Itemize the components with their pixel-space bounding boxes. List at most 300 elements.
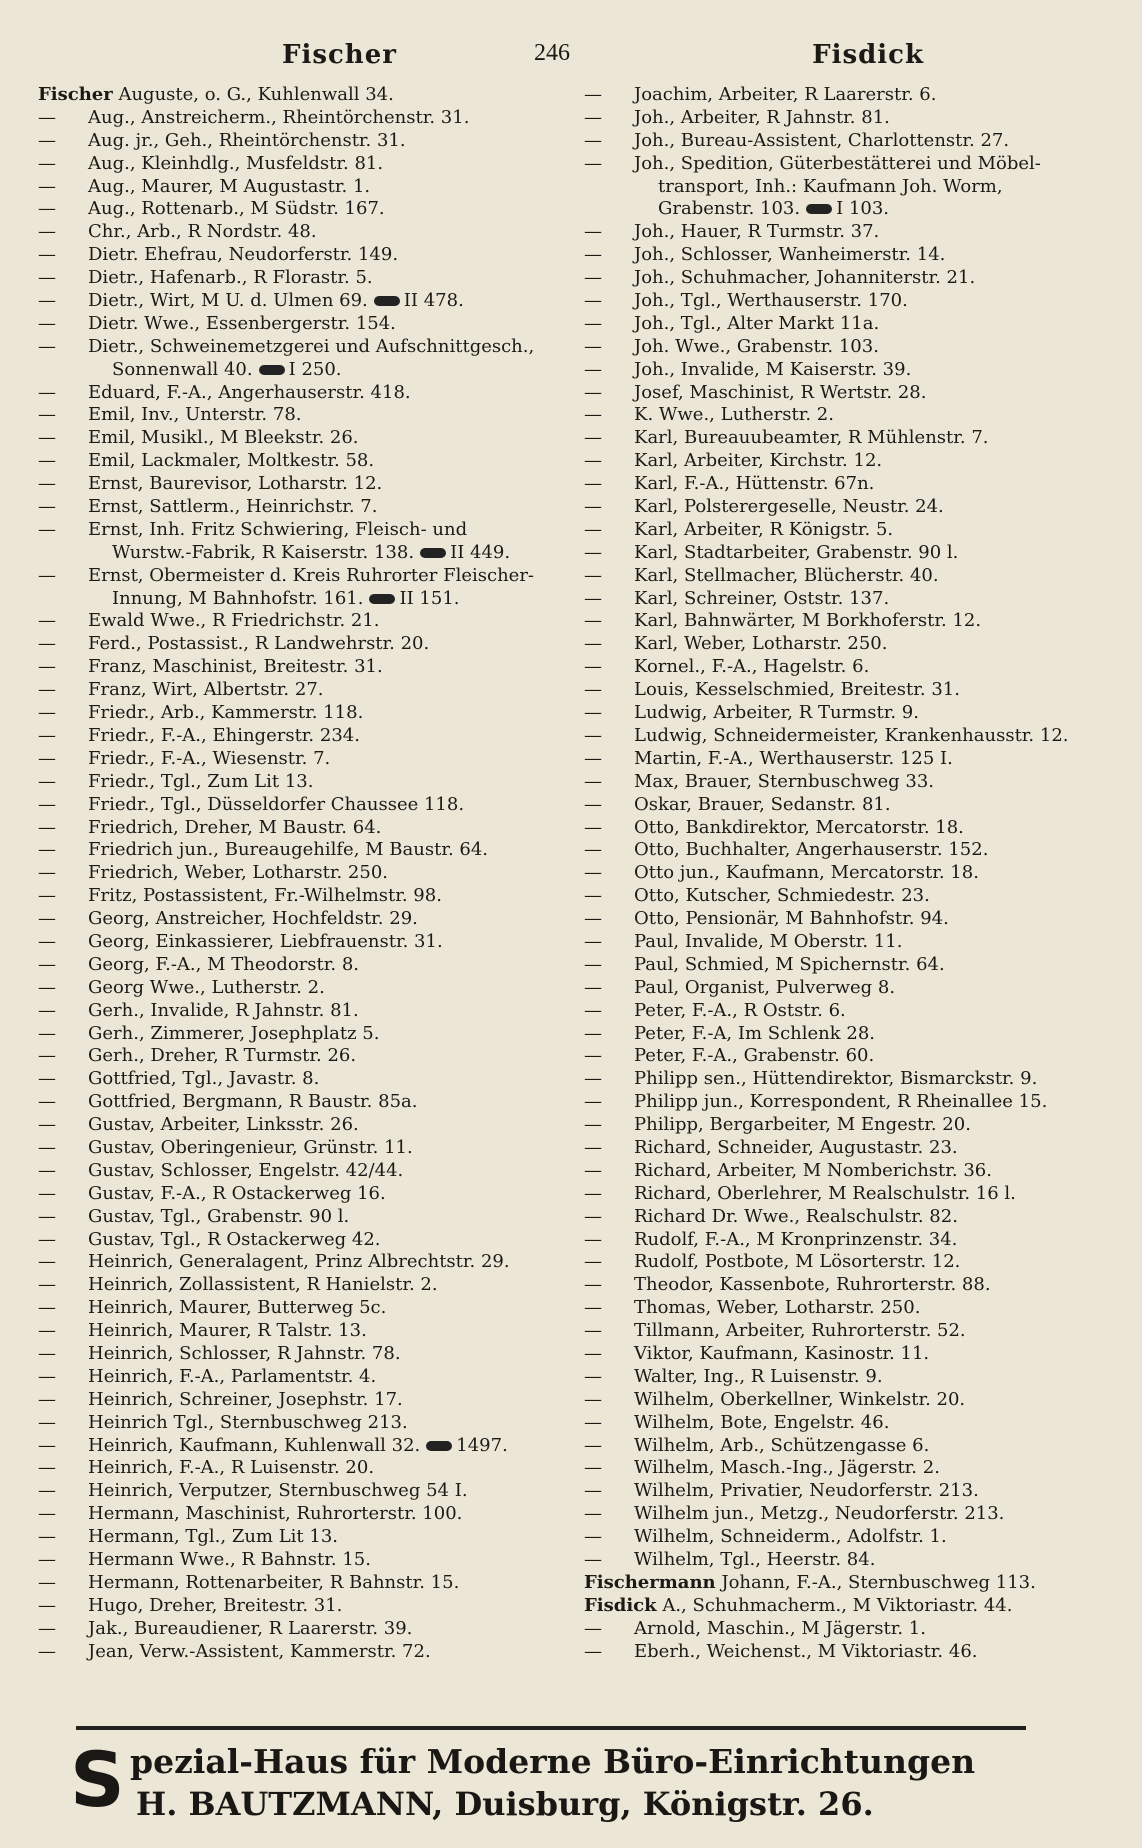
directory-entry: [38, 1045, 558, 1068]
entry-text: Georg Wwe., Lutherstr. 2.: [88, 976, 325, 998]
ditto-dash: —: [38, 1388, 56, 1410]
entry-text: Georg, Anstreicher, Hochfeldstr. 29.: [88, 908, 418, 930]
ditto-dash: —: [38, 1320, 56, 1342]
entry-text: Sonnenwall 40.: [112, 358, 253, 380]
entry-text: Louis, Kesselschmied, Breitestr. 31.: [634, 679, 960, 701]
ditto-dash: —: [584, 885, 602, 907]
entry-text: Dietr. Ehefrau, Neudorferstr. 149.: [88, 244, 399, 266]
entry-text: Karl, Stellmacher, Blücherstr. 40.: [634, 564, 939, 586]
entry-text: Karl, Stadtarbeiter, Grabenstr. 90 l.: [634, 541, 959, 563]
ditto-dash: —: [38, 908, 56, 930]
directory-entry: [584, 1160, 1104, 1183]
entry-text: Heinrich, Schreiner, Josephstr. 17.: [88, 1388, 403, 1410]
entry-text: Karl, Schreiner, Oststr. 137.: [634, 587, 890, 609]
ditto-dash: —: [38, 679, 56, 701]
entry-text: Aug., Rottenarb., M Südstr. 167.: [88, 198, 385, 220]
ditto-dash: —: [584, 129, 602, 151]
ditto-dash: —: [584, 1182, 602, 1204]
separator-rule: [76, 1726, 1026, 1730]
ditto-dash: —: [38, 1434, 56, 1456]
ditto-dash: —: [584, 679, 602, 701]
header-left-keyword: Fischer: [282, 40, 397, 70]
directory-entry: [38, 198, 558, 221]
entry-text: Gustav, Arbeiter, Linksstr. 26.: [88, 1114, 359, 1136]
directory-entry: [584, 610, 1104, 633]
directory-entry: [584, 1618, 1104, 1641]
ditto-dash: —: [584, 1045, 602, 1067]
directory-entry: [38, 1572, 558, 1595]
directory-entry: [584, 1251, 1104, 1274]
directory-entry: [584, 1412, 1104, 1435]
directory-entry: [38, 1206, 558, 1229]
entry-text: Karl, Bureauubeamter, R Mühlenstr. 7.: [634, 427, 989, 449]
entry-text: Heinrich, Maurer, R Talstr. 13.: [88, 1320, 367, 1342]
entry-text: Gustav, F.-A., R Ostackerweg 16.: [88, 1182, 386, 1204]
entry-text: Franz, Wirt, Albertstr. 27.: [88, 679, 324, 701]
directory-entry: [38, 1641, 558, 1664]
ditto-dash: —: [38, 518, 56, 540]
entry-text: Karl, Bahnwärter, M Borkhoferstr. 12.: [634, 610, 982, 632]
ditto-dash: —: [584, 404, 602, 426]
ditto-dash: —: [584, 1457, 602, 1479]
entry-text: Philipp, Bergarbeiter, M Engestr. 20.: [634, 1114, 971, 1136]
entry-text: Karl, Arbeiter, R Königstr. 5.: [634, 518, 894, 540]
phone-number: II 151.: [399, 587, 460, 609]
entry-text: Arnold, Maschin., M Jägerstr. 1.: [634, 1617, 926, 1639]
directory-entry: [38, 610, 558, 633]
entry-text: Hermann, Maschinist, Ruhrorterstr. 100.: [88, 1503, 463, 1525]
entry-text: Rudolf, F.-A., M Kronprinzenstr. 34.: [634, 1228, 958, 1250]
directory-entry: [38, 1251, 558, 1274]
directory-entry: [584, 794, 1104, 817]
directory-entry: [38, 588, 558, 611]
entry-text: Grabenstr. 103.: [658, 198, 801, 220]
ditto-dash: —: [38, 1640, 56, 1662]
ditto-dash: —: [584, 999, 602, 1021]
page-header: [38, 40, 1104, 80]
ditto-dash: —: [584, 1022, 602, 1044]
entry-text: Heinrich Tgl., Sternbuschweg 213.: [88, 1411, 408, 1433]
entry-text: Wilhelm, Arb., Schützengasse 6.: [634, 1434, 930, 1456]
directory-entry: [584, 771, 1104, 794]
directory-entry: [38, 1618, 558, 1641]
directory-entry: [38, 176, 558, 199]
ditto-dash: —: [38, 129, 56, 151]
directory-entry: [38, 1549, 558, 1572]
ditto-dash: —: [38, 1571, 56, 1593]
entry-text: Emil, Inv., Unterstr. 78.: [88, 404, 302, 426]
directory-entry: [584, 1068, 1104, 1091]
ditto-dash: —: [584, 1503, 602, 1525]
entry-text: Ernst, Inh. Fritz Schwiering, Fleisch- und: [88, 518, 468, 540]
phone-number: II 478.: [403, 290, 464, 312]
entry-text: Richard Dr. Wwe., Realschulstr. 82.: [634, 1205, 958, 1227]
directory-entry: [584, 702, 1104, 725]
ditto-dash: —: [38, 724, 56, 746]
telephone-icon: [369, 594, 395, 604]
directory-entry: [584, 153, 1104, 176]
ditto-dash: —: [38, 862, 56, 884]
directory-entry: [584, 1114, 1104, 1137]
ditto-dash: —: [38, 839, 56, 861]
ditto-dash: —: [38, 976, 56, 998]
directory-entry: [38, 1137, 558, 1160]
entry-text: Gerh., Invalide, R Jahnstr. 81.: [88, 999, 359, 1021]
entry-text: Aug., Kleinhdlg., Musfeldstr. 81.: [88, 152, 384, 174]
entry-text: Wilhelm, Masch.-Ing., Jägerstr. 2.: [634, 1457, 940, 1479]
directory-entry: [584, 862, 1104, 885]
entry-text: Franz, Maschinist, Breitestr. 31.: [88, 656, 383, 678]
ditto-dash: —: [38, 1503, 56, 1525]
entry-text: Joh., Hauer, R Turmstr. 37.: [634, 221, 880, 243]
ditto-dash: —: [584, 358, 602, 380]
ditto-dash: —: [38, 747, 56, 769]
directory-columns: [38, 84, 1104, 1714]
directory-entry: [38, 794, 558, 817]
directory-entry: [38, 1503, 558, 1526]
entry-text: Wilhelm, Privatier, Neudorferstr. 213.: [634, 1480, 979, 1502]
ditto-dash: —: [38, 1342, 56, 1364]
directory-entry: [38, 748, 558, 771]
ditto-dash: —: [584, 793, 602, 815]
directory-entry: [584, 130, 1104, 153]
ditto-dash: —: [38, 473, 56, 495]
directory-entry: [38, 1000, 558, 1023]
ditto-dash: —: [584, 702, 602, 724]
ditto-dash: —: [584, 930, 602, 952]
ad-line-1: pezial-Haus für Moderne Büro-Einrichtungen: [130, 1742, 976, 1781]
entry-text: Joh., Schlosser, Wanheimerstr. 14.: [634, 244, 946, 266]
ditto-dash: —: [38, 656, 56, 678]
ditto-dash: —: [584, 816, 602, 838]
entry-text: Friedr., Tgl., Düsseldorfer Chaussee 118.: [88, 793, 465, 815]
ditto-dash: —: [584, 976, 602, 998]
entry-text: Hermann Wwe., R Bahnstr. 15.: [88, 1549, 371, 1570]
directory-entry: [38, 1114, 558, 1137]
ditto-dash: —: [38, 1594, 56, 1616]
ditto-dash: —: [38, 335, 56, 357]
directory-entry: [584, 1549, 1104, 1572]
entry-text: Gustav, Tgl., R Ostackerweg 42.: [88, 1228, 381, 1250]
entry-text: Johann, F.-A., Sternbuschweg 113.: [715, 1571, 1036, 1593]
entry-text: A., Schuhmacherm., M Viktoriastr. 44.: [656, 1594, 1013, 1616]
directory-entry: [584, 954, 1104, 977]
entry-text: Dietr. Wwe., Essenbergerstr. 154.: [88, 312, 396, 334]
entry-text: Paul, Invalide, M Oberstr. 11.: [634, 930, 903, 952]
directory-entry: [584, 221, 1104, 244]
directory-entry: [584, 313, 1104, 336]
directory-entry: [584, 198, 1104, 221]
entry-text: Martin, F.-A., Werthauserstr. 125 I.: [634, 747, 953, 769]
ditto-dash: —: [38, 198, 56, 220]
ditto-dash: —: [38, 1480, 56, 1502]
entry-text: Gustav, Schlosser, Engelstr. 42/44.: [88, 1159, 404, 1181]
ditto-dash: —: [584, 564, 602, 586]
ditto-dash: —: [38, 450, 56, 472]
surname-heading: Fischermann: [584, 1571, 716, 1593]
ditto-dash: —: [38, 404, 56, 426]
left-column: [38, 84, 558, 1663]
ditto-dash: —: [38, 381, 56, 403]
telephone-icon: [806, 204, 832, 214]
ditto-dash: —: [584, 656, 602, 678]
directory-entry: [584, 1572, 1104, 1595]
entry-text: Paul, Organist, Pulverweg 8.: [634, 976, 896, 998]
entry-text: Dietr., Wirt, M U. d. Ulmen 69.: [88, 290, 368, 312]
ditto-dash: —: [584, 1320, 602, 1342]
directory-entry: [38, 1366, 558, 1389]
ditto-dash: —: [38, 1526, 56, 1548]
entry-text: Karl, Arbeiter, Kirchstr. 12.: [634, 450, 883, 472]
ditto-dash: —: [38, 1136, 56, 1158]
directory-entry: [38, 313, 558, 336]
directory-entry: [38, 450, 558, 473]
ditto-dash: —: [38, 1228, 56, 1250]
entry-text: Fritz, Postassistent, Fr.-Wilhelmstr. 98.: [88, 885, 442, 907]
ditto-dash: —: [584, 953, 602, 975]
entry-text: Eberh., Weichenst., M Viktoriastr. 46.: [634, 1640, 978, 1662]
telephone-icon: [374, 296, 400, 306]
surname-heading: Fischer: [38, 84, 113, 105]
entry-text: Aug., Maurer, M Augustastr. 1.: [88, 175, 371, 197]
ditto-dash: —: [584, 1205, 602, 1227]
directory-entry: [584, 839, 1104, 862]
entry-text: Innung, M Bahnhofstr. 161.: [112, 587, 364, 609]
directory-entry: [584, 107, 1104, 130]
ditto-dash: —: [584, 1068, 602, 1090]
entry-text: Jak., Bureaudiener, R Laarerstr. 39.: [88, 1617, 413, 1639]
entry-text: Emil, Musikl., M Bleekstr. 26.: [88, 427, 359, 449]
ditto-dash: —: [584, 84, 602, 105]
directory-entry: [38, 885, 558, 908]
ditto-dash: —: [584, 152, 602, 174]
directory-entry: [584, 748, 1104, 771]
directory-entry: [38, 1297, 558, 1320]
ditto-dash: —: [38, 1114, 56, 1136]
ditto-dash: —: [38, 1068, 56, 1090]
directory-entry: [38, 107, 558, 130]
directory-entry: [38, 1389, 558, 1412]
ditto-dash: —: [38, 953, 56, 975]
directory-entry: [38, 1526, 558, 1549]
ditto-dash: —: [38, 175, 56, 197]
directory-entry: [584, 404, 1104, 427]
ditto-dash: —: [38, 1549, 56, 1570]
ditto-dash: —: [584, 381, 602, 403]
entry-text: Wurstw.-Fabrik, R Kaiserstr. 138.: [112, 541, 415, 563]
entry-text: Gustav, Tgl., Grabenstr. 90 l.: [88, 1205, 350, 1227]
directory-entry: [584, 496, 1104, 519]
directory-entry: [38, 519, 558, 542]
directory-entry: [584, 290, 1104, 313]
directory-entry: [38, 1091, 558, 1114]
entry-text: Friedrich jun., Bureaugehilfe, M Baustr. 64.: [88, 839, 489, 861]
ditto-dash: —: [584, 1091, 602, 1113]
entry-text: Hermann, Tgl., Zum Lit 13.: [88, 1526, 339, 1548]
ditto-dash: —: [584, 862, 602, 884]
ditto-dash: —: [584, 1114, 602, 1136]
directory-entry: [38, 1274, 558, 1297]
directory-entry: [38, 496, 558, 519]
phone-number: I 103.: [836, 198, 890, 220]
ditto-dash: —: [584, 1228, 602, 1250]
directory-entry: [584, 977, 1104, 1000]
directory-entry: [38, 336, 558, 359]
ditto-dash: —: [38, 312, 56, 334]
ditto-dash: —: [584, 221, 602, 243]
ditto-dash: —: [38, 930, 56, 952]
entry-text: Heinrich, Schlosser, R Jahnstr. 78.: [88, 1342, 401, 1364]
ditto-dash: —: [38, 1251, 56, 1273]
ditto-dash: —: [584, 633, 602, 655]
ditto-dash: —: [38, 702, 56, 724]
entry-text: Philipp sen., Hüttendirektor, Bismarckstr. 9.: [634, 1068, 1038, 1090]
directory-entry: [584, 565, 1104, 588]
directory-entry: [584, 885, 1104, 908]
ditto-dash: —: [584, 541, 602, 563]
entry-text: Theodor, Kassenbote, Ruhrorterstr. 88.: [634, 1274, 991, 1296]
directory-entry: [38, 1343, 558, 1366]
ditto-dash: —: [584, 1549, 602, 1570]
directory-entry: [38, 702, 558, 725]
ditto-dash: —: [584, 473, 602, 495]
entry-text: Ferd., Postassist., R Landwehrstr. 20.: [88, 633, 430, 655]
directory-entry: [38, 267, 558, 290]
ditto-dash: —: [38, 633, 56, 655]
directory-entry: [584, 336, 1104, 359]
entry-text: Wilhelm jun., Metzg., Neudorferstr. 213.: [634, 1503, 1005, 1525]
directory-entry: [38, 1320, 558, 1343]
directory-entry: [584, 1641, 1104, 1664]
entry-text: Heinrich, Generalagent, Prinz Albrechtstr. 29.: [88, 1251, 510, 1273]
entry-text: Wilhelm, Bote, Engelstr. 46.: [634, 1411, 890, 1433]
ditto-dash: —: [38, 564, 56, 586]
entry-text: Otto, Buchhalter, Angerhauserstr. 152.: [634, 839, 989, 861]
ditto-dash: —: [584, 1388, 602, 1410]
ditto-dash: —: [38, 816, 56, 838]
directory-entry: [584, 1457, 1104, 1480]
entry-text: Emil, Lackmaler, Moltkestr. 58.: [88, 450, 375, 472]
ditto-dash: —: [38, 610, 56, 632]
directory-entry: [38, 656, 558, 679]
ditto-dash: —: [584, 496, 602, 518]
ditto-dash: —: [584, 1480, 602, 1502]
directory-entry: [584, 817, 1104, 840]
ditto-dash: —: [38, 1022, 56, 1044]
entry-text: Wilhelm, Tgl., Heerstr. 84.: [634, 1549, 876, 1570]
phone-number: 1497.: [456, 1434, 508, 1456]
directory-entry: [38, 1183, 558, 1206]
ditto-dash: —: [38, 244, 56, 266]
entry-text: Ludwig, Arbeiter, R Turmstr. 9.: [634, 702, 919, 724]
ditto-dash: —: [38, 1045, 56, 1067]
ditto-dash: —: [584, 106, 602, 128]
entry-text: Joh., Arbeiter, R Jahnstr. 81.: [634, 106, 890, 128]
entry-text: Auguste, o. G., Kuhlenwall 34.: [112, 84, 394, 105]
entry-text: Paul, Schmied, M Spichernstr. 64.: [634, 953, 945, 975]
entry-text: Kornel., F.-A., Hagelstr. 6.: [634, 656, 870, 678]
entry-text: Wilhelm, Oberkellner, Winkelstr. 20.: [634, 1388, 966, 1410]
directory-entry: [584, 359, 1104, 382]
entry-text: Friedr., F.-A., Ehingerstr. 234.: [88, 724, 360, 746]
directory-entry: [38, 633, 558, 656]
ditto-dash: —: [38, 290, 56, 312]
entry-text: Ludwig, Schneidermeister, Krankenhausstr. 12.: [634, 724, 1069, 746]
directory-entry: [38, 1595, 558, 1618]
entry-text: Philipp jun., Korrespondent, R Rheinallee 15.: [634, 1091, 1048, 1113]
entry-text: Otto, Pensionär, M Bahnhofstr. 94.: [634, 908, 949, 930]
directory-entry: [584, 84, 1104, 107]
ditto-dash: —: [584, 610, 602, 632]
ad-line-2: H. BAUTZMANN, Duisburg, Königstr. 26.: [136, 1785, 874, 1823]
entry-text: Friedr., Arb., Kammerstr. 118.: [88, 702, 364, 724]
page-number: 246: [534, 40, 570, 66]
ditto-dash: —: [584, 1251, 602, 1273]
entry-text: Aug., Anstreicherm., Rheintörchenstr. 31.: [88, 106, 470, 128]
telephone-icon: [420, 548, 446, 558]
ditto-dash: —: [584, 839, 602, 861]
directory-entry: [584, 1091, 1104, 1114]
ditto-dash: —: [38, 770, 56, 792]
directory-entry: [584, 1480, 1104, 1503]
entry-text: Wilhelm, Schneiderm., Adolfstr. 1.: [634, 1526, 947, 1548]
entry-text: Gerh., Zimmerer, Josephplatz 5.: [88, 1022, 380, 1044]
ditto-dash: —: [38, 1182, 56, 1204]
directory-entry: [38, 84, 558, 107]
directory-entry: [584, 1435, 1104, 1458]
entry-text: Peter, F.-A., Grabenstr. 60.: [634, 1045, 875, 1067]
entry-text: Peter, F.-A., R Oststr. 6.: [634, 999, 846, 1021]
directory-entry: [584, 1389, 1104, 1412]
entry-text: Karl, F.-A., Hüttenstr. 67n.: [634, 473, 875, 495]
entry-text: transport, Inh.: Kaufmann Joh. Worm,: [658, 175, 1003, 197]
ditto-dash: —: [38, 1205, 56, 1227]
ditto-dash: —: [38, 1159, 56, 1181]
directory-entry: [584, 1023, 1104, 1046]
directory-entry: [584, 1229, 1104, 1252]
entry-text: Ernst, Sattlerm., Heinrichstr. 7.: [88, 496, 378, 518]
entry-text: K. Wwe., Lutherstr. 2.: [634, 404, 834, 426]
entry-text: Joh., Invalide, M Kaiserstr. 39.: [634, 358, 912, 380]
entry-text: Gottfried, Tgl., Javastr. 8.: [88, 1068, 320, 1090]
entry-text: Friedrich, Weber, Lotharstr. 250.: [88, 862, 389, 884]
entry-text: Richard, Arbeiter, M Nomberichstr. 36.: [634, 1159, 992, 1181]
ditto-dash: —: [584, 290, 602, 312]
directory-entry: [584, 1045, 1104, 1068]
entry-text: Gottfried, Bergmann, R Baustr. 85a.: [88, 1091, 418, 1113]
ditto-dash: —: [584, 747, 602, 769]
directory-entry: [38, 290, 558, 313]
entry-text: Joh., Bureau-Assistent, Charlottenstr. 27.: [634, 129, 1010, 151]
directory-entry: [584, 473, 1104, 496]
phone-number: I 250.: [288, 358, 342, 380]
ditto-dash: —: [38, 1617, 56, 1639]
directory-entry: [38, 153, 558, 176]
ad-initial-letter: S: [70, 1735, 125, 1824]
ditto-dash: —: [584, 1136, 602, 1158]
ditto-dash: —: [38, 793, 56, 815]
directory-entry: [584, 679, 1104, 702]
directory-entry: [584, 633, 1104, 656]
ditto-dash: —: [38, 1274, 56, 1296]
entry-text: Richard, Schneider, Augustastr. 23.: [634, 1136, 958, 1158]
entry-text: Heinrich, Verputzer, Sternbuschweg 54 I.: [88, 1480, 468, 1502]
directory-entry: [38, 359, 558, 382]
directory-entry: [38, 771, 558, 794]
entry-text: Dietr., Schweinemetzgerei und Aufschnittgesch.,: [88, 335, 535, 357]
directory-entry: [584, 1526, 1104, 1549]
directory-entry: [584, 1274, 1104, 1297]
